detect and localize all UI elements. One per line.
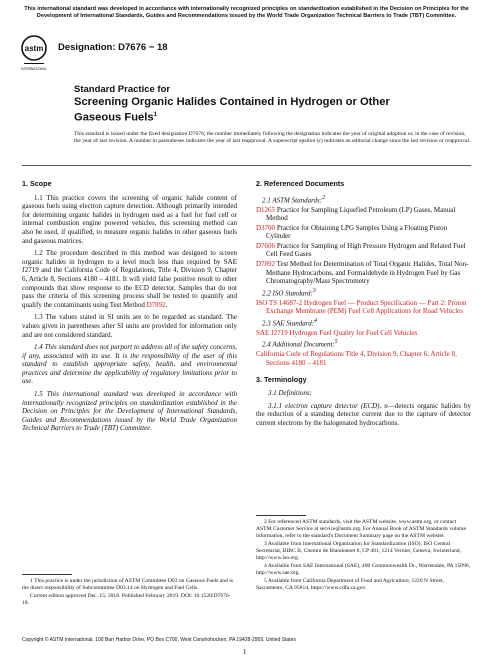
footnote-2: 2 For referenced ASTM standards, visit the ASTM website, www.astm.org, or contact ASTM Customer Service at service@astm.org. For Annual Book of ASTM Standards volume information, refer to the standard's Document Summary page on the ASTM website. (256, 519, 466, 539)
footnote-3: 3 Available from International Organization for Standardization (ISO), ISO Central Secretariat, BIBC II, Chemin de Blandonnet 8, CP 401, 1214 Vernier, Geneva, Switzerland, http://www.iso.org. (256, 541, 461, 561)
terminology-heading: 3. Terminology (256, 374, 307, 384)
term-3-1-1: 3.1.1 electron capture detector (ECD), n—detects organic halides by the reduction of a standing detector current due to the capture of detector current electrons by the halogenated hydrocarbons. (256, 401, 471, 427)
ref-d1265: D1265 Practice for Sampling Liquefied Petroleum (LP) Gases, Manual Method (256, 205, 456, 223)
scope-1-3: 1.3 The values stated in SI units are to be regarded as standard. The values given in parentheses after SI units are provided for information only and are not considered standard. (22, 313, 237, 339)
ref-d7892: D7892 Test Method for Determination of Total Organic Halides, Total Non-Methane Hydrocarbons, and Formaldehyde in Hydrogen Fuel by Gas Chromatography/Mass Spectrometry (256, 260, 469, 286)
scope-1-4: 1.4 This standard does not purport to address all of the safety concerns, if any, associated with its use. It is the responsibility of the user of this standard to establish appropriate safety, health, and environmental practices and determine the applicability of regulatory limitations prior to use. (22, 343, 237, 386)
title-block (74, 84, 434, 125)
svg-text:INTERNATIONAL: INTERNATIONAL (21, 67, 47, 71)
term-3-1: 3.1 Definitions: (268, 389, 312, 398)
title-line-2: Screening Organic Halides Contained in Hydrogen or Other (74, 96, 390, 108)
scope-1-5: 1.5 This international standard was developed in accordance with internationally recognized principles on standardization established in the Decision on Principles for the Development of International Standards, Guides and Recommendations issued by the World Trade Organization Technical Barriers to Trade (TBT) Committee. (22, 390, 237, 433)
title-line-3: Gaseous Fuels$^1$ (74, 111, 157, 124)
footnotes-right (256, 519, 471, 593)
astm-standards-head: 2.1 ASTM Standards:$^2$ (262, 194, 326, 204)
footnote-1: 1 This practice is under the jurisdiction of ASTM Committee D03 on Gaseous Fuels and is the direct responsibility of Subcommittee D03.14 on Hydrogen and Fuel Cells. Current edition approved Dec. 15, 2018. Published February 2019. DOI: 10.1520/D7676-18. (22, 578, 233, 606)
additional-doc-head: 2.4 Additional Document:$^5$ (262, 339, 338, 349)
ref-d7606: D7606 Practice for Sampling of High Pressure Hydrogen and Related Fuel Cell Feed Gases (256, 241, 466, 259)
copyright: Copyright © ASTM International, 100 Barr Harbor Drive, PO Box C700, West Conshohocken, PA 19428-2959. United States (22, 637, 296, 643)
left-column (22, 180, 237, 437)
footnote-5: 5 Available from California Department of Food and Agriculture, 1220 N Street, Sacramento, CA 95814, https://www.cdfa.ca.gov. (256, 578, 444, 591)
tbt-notice: This international standard was developed in accordance with internationally recognized principles on standardization established in the Decision on Principles for the Development of International Standards, Guides and Recommendations issued by the World Trade Organization Technical Barriers to Trade (TBT) Committee. (24, 6, 469, 19)
ref-california[interactable]: California Code of Regulations Title 4, Division 9, Chapter 6, Article 8, Sections 4180 – 4181 (256, 350, 457, 367)
issuance-note: This standard is issued under the fixed designation D7676; the number immediately following the designation indicates the year of original adoption or, in the case of revision, the year of last revision. A number in parentheses indicates the year of last reapproval. A superscript epsilon (ε) indicates an editorial change since the last revision or reapproval. (74, 131, 471, 145)
ref-sae[interactable]: SAE J2719 Hydrogen Fuel Quality for Fuel Cell Vehicles (256, 328, 418, 337)
footnote-rule-left (22, 574, 72, 575)
footnote-4: 4 Available from SAE International (SAE), 400 Commonwealth Dr., Warrendale, PA 15096, http://www.sae.org. (256, 563, 471, 576)
page-number: 1 (243, 648, 247, 656)
scope-1-1: 1.1 This practice covers the screening of organic halide content of gaseous fuels using electron capture detection. Although primarily intended for determining organic halides in hydrogen used as a fuel for fuel cell or internal combustion engine powered vehicles, this screening method can also be used, if qualified, to measure organic halides in other gaseous fuels and gaseous matrices. (22, 193, 237, 245)
header-divider (22, 165, 471, 166)
d7892-link[interactable]: D7892 (146, 300, 166, 309)
scope-heading: 1. Scope (22, 179, 52, 188)
title-line-1: Standard Practice for (74, 84, 171, 95)
ref-iso[interactable]: ISO TS 14687-2 Hydrogen Fuel — Product Specification — Part 2: Proton Exchange Membrane (PEM) Fuel Cell Applications for Road Vehicles (256, 298, 467, 316)
ref-d3700: D3700 Practice for Obtaining LPG Samples Using a Floating Piston Cylinder (256, 223, 448, 241)
refs-heading: 2. Referenced Documents (256, 179, 345, 188)
right-column (256, 180, 471, 432)
designation: Designation: D7676 − 18 (58, 42, 168, 53)
sae-standard-head: 2.3 SAE Standard:$^4$ (262, 317, 317, 328)
iso-standard-head: 2.2 ISO Standard:$^3$ (262, 287, 316, 298)
astm-logo (20, 34, 48, 74)
scope-1-2: 1.2 The procedure described in this method was designed to screen organic halides in hydrogen to a level much less than required by SAE J2719 and the California Code of Regulations, Title 4, Division 9, Chapter 6, Article 8, Sections 4180 – 4181. It will yield false positive result to other compounds that show response to the ECD detector. Samples that do not pass the criteria of this screening process shall be tested to quantify and qualify the contaminants using Test Method D7892. (22, 249, 237, 309)
footnote-rule-right (256, 515, 306, 516)
svg-text:astm: astm (24, 44, 44, 53)
